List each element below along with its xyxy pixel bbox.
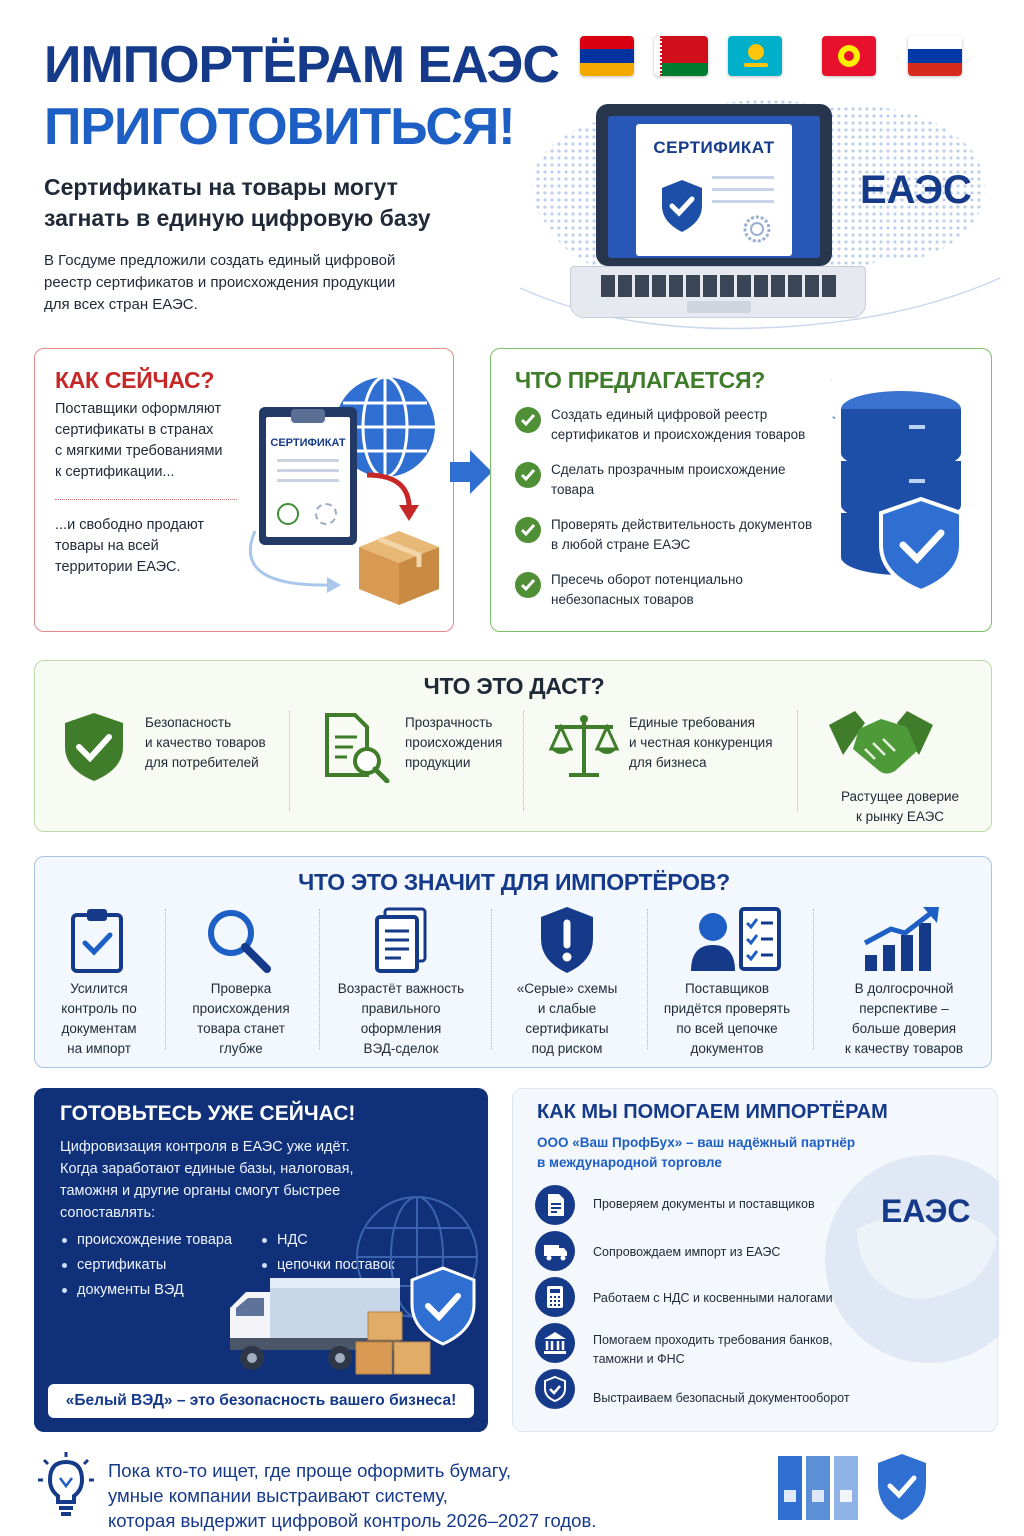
seal-icon [742, 214, 772, 244]
intro-line2: реестр сертификатов и происхождения продукции [44, 274, 396, 291]
help-item-5: Выстраиваем безопасный документооборот [593, 1391, 850, 1405]
bank-icon [535, 1323, 575, 1363]
help-card [512, 1088, 998, 1432]
prepare-text: Цифровизация контроля в ЕАЭС уже идёт. Когда заработают единые базы, налоговая, таможня и другие органы смогут быстрее сопоставлять: [60, 1139, 354, 1221]
shield-check-icon [61, 711, 127, 783]
help-item-2: Сопровождаем импорт из ЕАЭС [593, 1245, 781, 1259]
certificate-clipboard-icon [259, 407, 357, 545]
scales-icon [547, 711, 621, 781]
globe-eaeu-icon [817, 1149, 999, 1369]
benefit-item-1: Безопасность и качество товаров для потребителей [145, 715, 266, 770]
laptop-certificate-label: СЕРТИФИКАТ [653, 138, 775, 157]
footer-text: Пока кто-то ищет, где проще оформить бумагу, умные компании выстраивают систему, которая выдержит цифровой контроль 2026–2027 годов. [108, 1460, 597, 1531]
help-eaeu-label: ЕАЭС [881, 1193, 971, 1229]
divider [289, 711, 290, 811]
shield-check-icon [535, 1369, 575, 1409]
proposal-item-3: Проверять действительность документов в любой стране ЕАЭС [551, 517, 813, 552]
clipboard-check-icon [69, 907, 125, 973]
shield-warning-icon [537, 905, 597, 975]
truck-icon [535, 1231, 575, 1271]
document-search-icon [323, 711, 393, 783]
current-situation-card [34, 348, 454, 632]
shield-check-icon [658, 178, 706, 234]
help-title: КАК МЫ ПОМОГАЕМ ИМПОРТЁРАМ [537, 1101, 888, 1123]
documents-icon [373, 907, 429, 973]
prepare-card [34, 1088, 488, 1432]
importer-item-3: Возрастёт важность правильного оформления ВЭД-сделок [337, 981, 465, 1056]
current-text-2: ...и свободно продают товары на всей территории ЕАЭС. [55, 517, 205, 575]
help-item-3: Работаем с НДС и косвенными налогами [593, 1291, 833, 1305]
growth-chart-icon [861, 903, 945, 973]
divider [813, 909, 814, 1049]
white-ved-banner: «Белый ВЭД» – это безопасность вашего бизнеса! [48, 1384, 474, 1418]
benefit-item-3: Единые требования и честная конкуренция для бизнеса [629, 715, 773, 770]
russia-flag [908, 36, 962, 76]
proposal-item-2: Сделать прозрачным происхождение товара [551, 462, 786, 497]
importer-item-5: Поставщиков придётся проверять по всей цепочке документов [663, 981, 791, 1056]
benefits-title: ЧТО ЭТО ДАСТ? [423, 673, 605, 699]
divider [165, 909, 166, 1049]
person-checklist-icon [691, 907, 783, 973]
prepare-title: ГОТОВЬТЕСЬ УЖЕ СЕЙЧАС! [60, 1102, 356, 1125]
page-title-line1: ИМПОРТЁРАМ ЕАЭС [44, 36, 559, 94]
divider [491, 909, 492, 1049]
handshake-icon [825, 705, 937, 781]
check-icon [515, 407, 541, 433]
proposal-card [490, 348, 992, 632]
check-icon [515, 462, 541, 488]
benefits-card [34, 660, 992, 832]
magnifier-icon [203, 907, 273, 973]
help-subtitle: ООО «Ваш ПрофБух» – ваш надёжный партнёр в международной торговле [537, 1135, 856, 1170]
belarus-flag [654, 36, 708, 76]
importer-item-1: Усилится контроль по документам на импорт [61, 981, 137, 1056]
help-item-4: Помогаем проходить требования банков, таможни и ФНС [593, 1333, 833, 1366]
check-icon [515, 572, 541, 598]
proposal-title: ЧТО ПРЕДЛАГАЕТСЯ? [515, 367, 765, 393]
database-shield-icon [831, 379, 981, 599]
importers-title: ЧТО ЭТО ЗНАЧИТ ДЛЯ ИМПОРТЁРОВ? [298, 869, 730, 895]
subtitle-line1: Сертификаты на товары могут [44, 174, 398, 200]
intro-line1: В Госдуме предложили создать единый цифровой [44, 252, 396, 269]
current-text-1: Поставщики оформляют сертификаты в странах с мягкими требованиями к сертификации... [55, 401, 223, 480]
laptop-illustration [596, 104, 832, 266]
laptop-keyboard [570, 266, 866, 318]
clipboard-cert-label: СЕРТИФИКАТ [270, 437, 346, 449]
divider [523, 711, 524, 811]
importers-card [34, 856, 992, 1068]
check-icon [515, 517, 541, 543]
binders-icon [776, 1450, 868, 1522]
kazakhstan-flag [728, 36, 782, 76]
next-arrow-icon [446, 446, 494, 498]
page-title-line2: ПРИГОТОВИТЬСЯ! [44, 98, 515, 156]
importer-item-4: «Серые» схемы и слабые сертификаты под риском [516, 981, 618, 1056]
kyrgyzstan-flag [822, 36, 876, 76]
cargo-box-icon [353, 525, 445, 607]
importer-item-2: Проверка происхождения товара станет глубже [192, 981, 290, 1056]
prepare-list-left: происхождение товара сертификаты документы ВЭД [62, 1228, 232, 1303]
document-icon [535, 1185, 575, 1225]
importer-item-6: В долгосрочной перспективе – больше доверия к качеству товаров [844, 981, 964, 1056]
armenia-flag [580, 36, 634, 76]
subtitle-line2: загнать в единую цифровую базу [44, 205, 431, 231]
benefit-item-2: Прозрачность происхождения продукции [405, 715, 503, 770]
shield-check-icon [408, 1266, 478, 1346]
calculator-icon [535, 1277, 575, 1317]
prepare-list-right: НДС цепочки поставок [262, 1228, 395, 1278]
proposal-item-4: Пресечь оборот потенциально небезопасных товаров [551, 572, 743, 607]
eaeu-label: ЕАЭС [860, 168, 972, 212]
flow-arrow-icon [235, 527, 365, 607]
divider [647, 909, 648, 1049]
benefit-item-4: Растущее доверие к рынку ЕАЭС [840, 789, 960, 824]
help-item-1: Проверяем документы и поставщиков [593, 1197, 815, 1211]
red-arrow-icon [361, 467, 421, 527]
proposal-item-1: Создать единый цифровой реестр сертификатов и происхождения товаров [551, 407, 806, 442]
divider [319, 909, 320, 1049]
intro-line3: для всех стран ЕАЭС. [44, 296, 198, 313]
current-situation-title: КАК СЕЙЧАС? [55, 367, 215, 393]
divider [797, 711, 798, 811]
lightbulb-icon [38, 1452, 94, 1518]
divider [55, 499, 237, 500]
shield-check-icon [874, 1452, 930, 1522]
